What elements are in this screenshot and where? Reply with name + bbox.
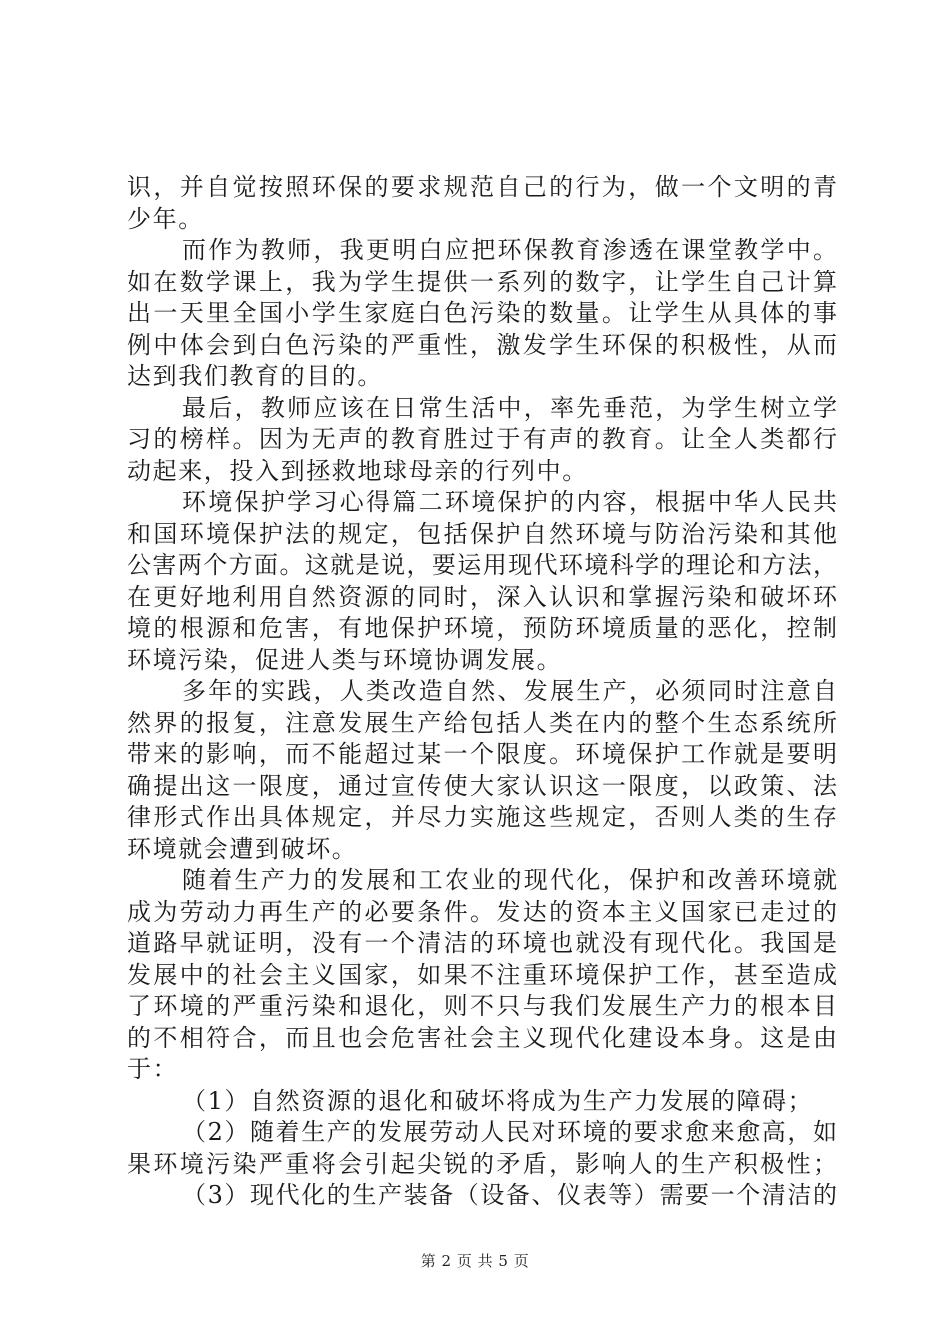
text-line: 习的榜样。因为无声的教育胜过于有声的教育。让全人类都行 <box>127 425 837 453</box>
text-line: 少年。 <box>127 204 204 233</box>
text-line: 了环境的严重污染和退化，则不只与我们发展生产力的根本目 <box>127 992 837 1020</box>
text-line: 动起来，投入到拯救地球母亲的行列中。 <box>127 456 588 485</box>
text-line: 果环境污染严重将会引起尖锐的矛盾，影响人的生产积极性； <box>127 1149 837 1178</box>
text-line: 在更好地利用自然资源的同时，深入认识和掌握污染和破坏环 <box>127 582 837 611</box>
page-number-footer: 第 2 页 共 5 页 <box>420 1252 530 1270</box>
paragraph-first-line: 环境保护学习心得篇二环境保护的内容，根据中华人民共 <box>182 488 837 516</box>
list-item-2: （2）随着生产的发展劳动人民对环境的要求愈来愈高，如 <box>182 1118 837 1146</box>
text-line: 公害两个方面。这就是说，要运用现代环境科学的理论和方法， <box>127 551 837 579</box>
text-line: 于： <box>127 1055 179 1083</box>
text-line: 例中体会到白色污染的严重性，激发学生环保的积极性，从而 <box>127 330 837 359</box>
text-line: 如在数学课上，我为学生提供一系列的数字，让学生自己计算 <box>127 267 837 296</box>
text-line: 环境污染，促进人类与环境协调发展。 <box>127 645 563 674</box>
text-line: 环境就会遭到破坏。 <box>127 834 358 863</box>
text-line: 道路早就证明，没有一个清洁的环境也就没有现代化。我国是 <box>127 929 837 957</box>
paragraph-first-line: 最后，教师应该在日常生活中，率先垂范，为学生树立学 <box>182 393 837 422</box>
text-line: 发展中的社会主义国家，如果不注重环境保护工作，甚至造成 <box>127 960 837 989</box>
text-line: 带来的影响，而不能超过某一个限度。环境保护工作就是要明 <box>127 740 837 768</box>
list-item-1: （1）自然资源的退化和破坏将成为生产力发展的障碍； <box>182 1086 814 1115</box>
text-line: 识，并自觉按照环保的要求规范自己的行为，做一个文明的青 <box>127 173 837 201</box>
paragraph-first-line: 而作为教师，我更明白应把环保教育渗透在课堂教学中。 <box>182 236 837 264</box>
text-line: 然界的报复，注意发展生产给包括人类在内的整个生态系统所 <box>127 708 837 737</box>
text-line: 出一天里全国小学生家庭白色污染的数量。让学生从具体的事 <box>127 299 837 327</box>
text-line: 确提出这一限度，通过宣传使大家认识这一限度，以政策、法 <box>127 771 837 800</box>
text-line: 的不相符合，而且也会危害社会主义现代化建设本身。这是由 <box>127 1023 837 1052</box>
text-line: 和国环境保护法的规定，包括保护自然环境与防治污染和其他 <box>127 519 837 548</box>
text-line: 境的根源和危害，有地保护环境，预防环境质量的恶化，控制 <box>127 614 837 642</box>
paragraph-first-line: 多年的实践，人类改造自然、发展生产，必须同时注意自 <box>182 677 837 705</box>
text-line: 达到我们教育的目的。 <box>127 362 383 390</box>
text-line: 律形式作出具体规定，并尽力实施这些规定，否则人类的生存 <box>127 803 837 831</box>
document-body <box>127 172 837 1212</box>
paragraph-first-line: 随着生产力的发展和工农业的现代化，保护和改善环境就 <box>182 866 837 894</box>
list-item-3: （3）现代化的生产装备（设备、仪表等）需要一个清洁的 <box>182 1181 837 1209</box>
text-line: 成为劳动力再生产的必要条件。发达的资本主义国家已走过的 <box>127 897 837 926</box>
